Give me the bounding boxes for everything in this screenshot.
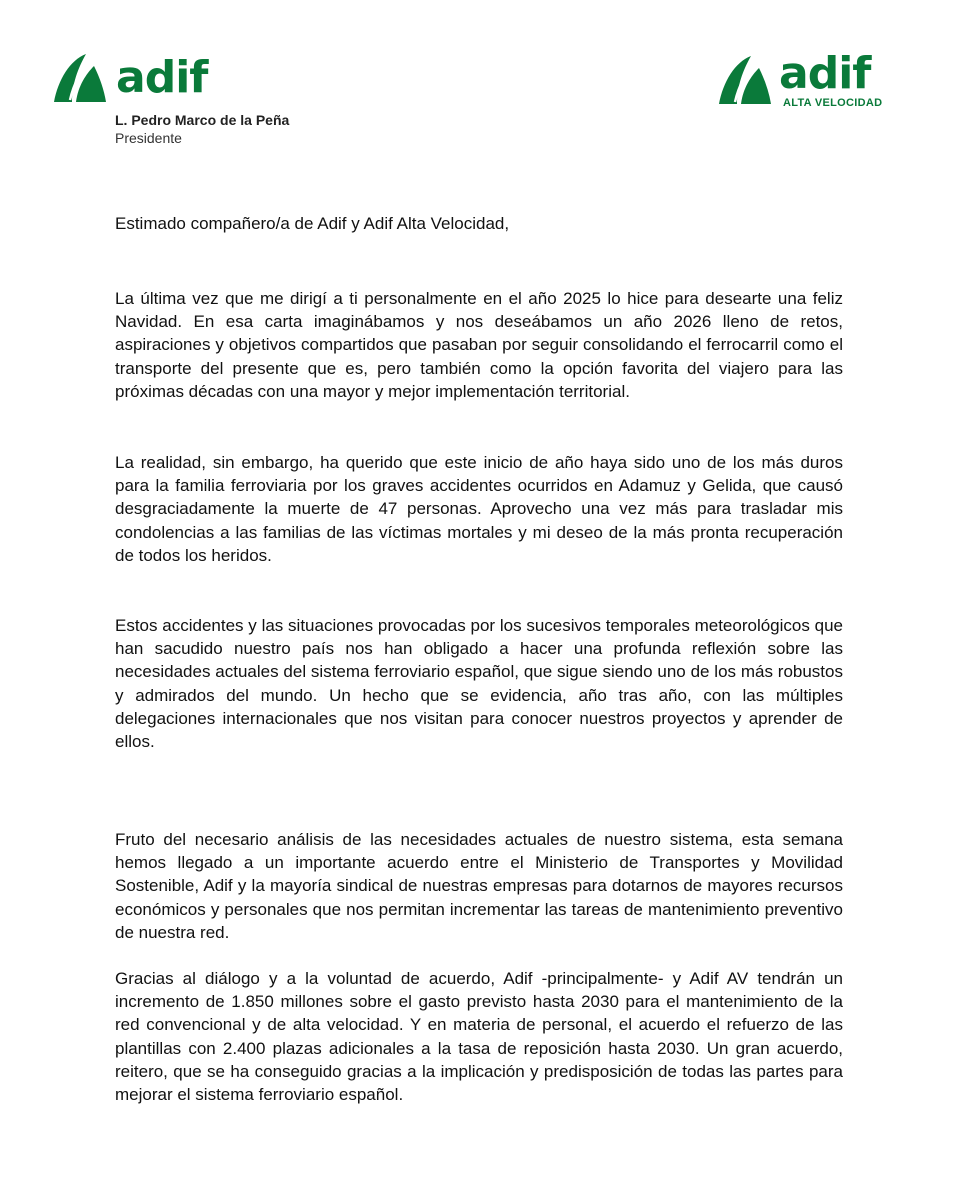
adif-logo-text: adif <box>116 52 208 103</box>
alta-velocidad-label: ALTA VELOCIDAD <box>783 97 883 109</box>
letter-paragraph: La última vez que me dirigí a ti personalmente en el año 2025 lo hice para desearte una feliz Navidad. En esa carta imaginábamos y nos deseábamos un año 2026 lleno de retos, aspiraciones y objetivos compartidos que pasaban por seguir consolidando el ferrocarril como el transporte del presente que es, pero también como la opción favorita del viajero para las próximas décadas con una mayor y mejor implementación territorial. <box>115 289 843 401</box>
adif-logo <box>52 52 207 106</box>
letter-paragraph: Gracias al diálogo y a la voluntad de acuerdo, Adif -principalmente- y Adif AV tendrán un incremento de 1.850 millones sobre el gasto previsto hasta 2030 para el mantenimiento de la red convencional y de alta velocidad. Y en materia de personal, el acuerdo el refuerzo de las plantillas con 2.400 plazas adicionales a la tasa de reposición hasta 2030. Un gran acuerdo, reitero, que se ha conseguido gracias a la implicación y predisposición de todas las partes para mejorar el sistema ferroviario español. <box>115 969 843 1105</box>
letter-greeting: Estimado compañero/a de Adif y Adif Alta Velocidad, <box>115 214 510 233</box>
adif-alta-velocidad-logo <box>717 48 883 109</box>
adif-leaf-icon <box>52 52 108 106</box>
sender-name: L. Pedro Marco de la Peña <box>115 112 290 128</box>
sender-block <box>115 111 289 147</box>
letter-paragraph: La realidad, sin embargo, ha querido que este inicio de año haya sido uno de los más duros para la familia ferroviaria por los graves accidentes ocurridos en Adamuz y Gelida, que causó desgraciadamente la muerte de 47 personas. Aprovecho una vez más para trasladar mis condolencias a las familias de las víctimas mortales y mi deseo de la más pronta recuperación de todos los heridos. <box>115 453 843 565</box>
letter-paragraph: Estos accidentes y las situaciones provocadas por los sucesivos temporales meteorológicos que han sacudido nuestro país nos han obligado a hacer una profunda reflexión sobre las necesidades actuales del sistema ferroviario español, que sigue siendo uno de los más robustos y admirados del mundo. Un hecho que se evidencia, año tras año, con las múltiples delegaciones internacionales que nos visitan para conocer nuestros proyectos y aprender de ellos. <box>115 616 843 752</box>
sender-role: Presidente <box>115 130 182 146</box>
adif-av-logo-text: adif <box>779 48 871 99</box>
adif-leaf-icon <box>717 54 773 108</box>
letter-paragraph: Fruto del necesario análisis de las necesidades actuales de nuestro sistema, esta semana hemos llegado a un importante acuerdo entre el Ministerio de Transportes y Movilidad Sostenible, Adif y la mayoría sindical de nuestras empresas para dotarnos de mayores recursos económicos y personales que nos permitan incrementar las tareas de mantenimiento preventivo de nuestra red. <box>115 830 843 942</box>
